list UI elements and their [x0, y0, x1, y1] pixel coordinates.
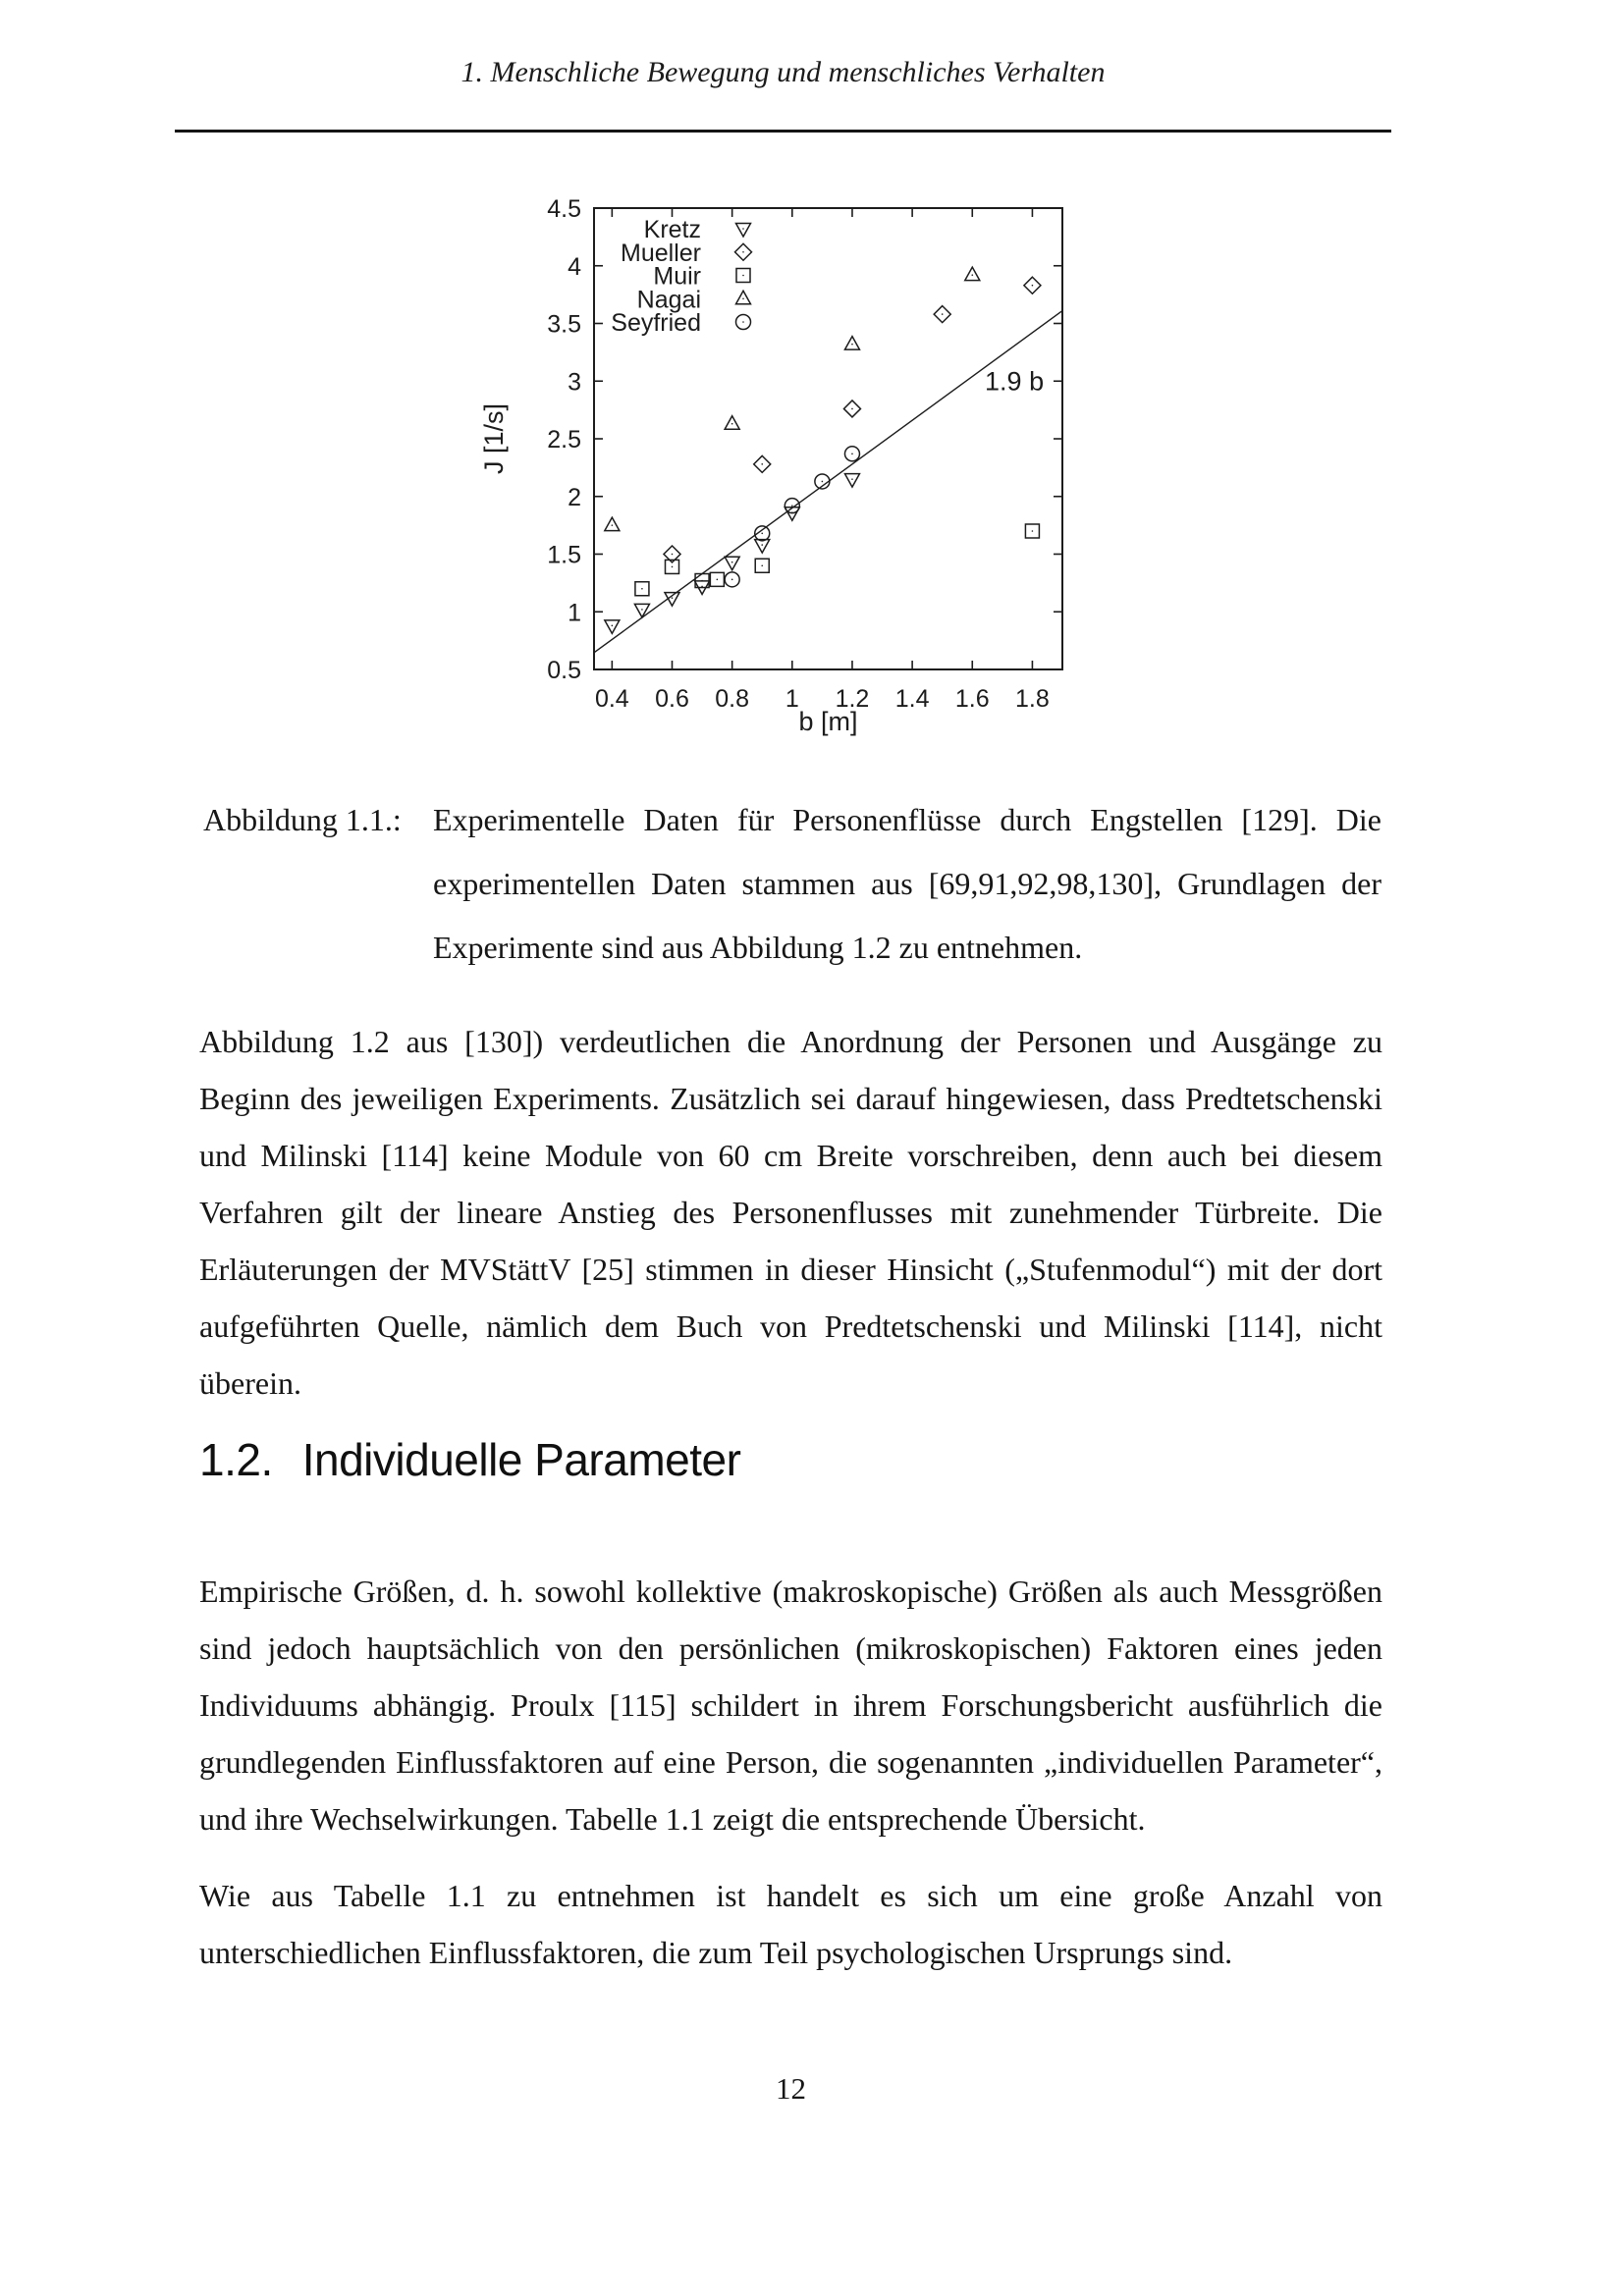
y-tick-label: 3.5 [547, 310, 581, 339]
data-point-seyfried [785, 499, 799, 513]
legend-marker-muir [736, 269, 750, 283]
x-tick-label: 0.8 [715, 685, 750, 713]
paragraph-3: Wie aus Tabelle 1.1 zu entnehmen ist handelt es sich um eine große Anzahl von unterschiedlichen Einflussfaktoren, die zum Teil psychologischen Ursprungs sind. [199, 1878, 1382, 1970]
data-point-kretz [755, 540, 770, 554]
y-tick-label: 0.5 [547, 657, 581, 684]
data-point-mueller [934, 306, 950, 323]
x-tick-label: 0.4 [594, 685, 629, 713]
page-number: 12 [776, 2071, 806, 2106]
legend-label-nagai: Nagai [636, 286, 701, 314]
y-tick-label: 2.5 [547, 426, 581, 454]
paragraph-1: Abbildung 1.2 aus [130]) verdeutlichen die Anordnung der Personen und Ausgänge zu Beginn des jeweiligen Experiments. Zusätzlich sei darauf hingewiesen, dass Predtetschenski und Milinski [114] keine Module von 60 cm Breite vorschreiben, denn auch bei diesem Verfahren gilt der lineare Anstieg des Personenflusses mit zunehmender Türbreite. Die Erläuterungen der MVStättV [25] stimmen in dieser Hinsicht („Stufenmodul“) mit der dort aufgeführten Quelle, nämlich dem Buch von Predtetschenski und Milinski [114], nicht überein. [199, 1024, 1382, 1401]
x-tick-label: 1.4 [894, 685, 930, 713]
figure-caption-label: Abbildung 1.1.: [203, 802, 402, 837]
data-point-muir [635, 582, 649, 596]
section-title: Individuelle Parameter [301, 1434, 741, 1485]
data-point-muir [755, 559, 769, 572]
x-tick-label: 1.6 [954, 685, 990, 713]
data-point-muir [1025, 524, 1039, 538]
legend-label-kretz: Kretz [643, 216, 701, 243]
data-point-kretz [785, 507, 799, 521]
legend-marker-nagai [736, 291, 751, 304]
legend-label-mueller: Mueller [621, 239, 701, 267]
section-heading [199, 1433, 1382, 1486]
data-point-mueller [843, 400, 860, 417]
y-tick-label: 2 [568, 483, 581, 511]
y-tick-label: 4 [568, 252, 581, 281]
data-point-nagai [965, 267, 980, 281]
fit-line [594, 311, 1062, 653]
data-point-nagai [725, 416, 739, 430]
x-tick-label: 1.2 [835, 685, 870, 713]
figure-caption [203, 788, 1381, 980]
figure-caption-text: Experimentelle Daten für Personenflüsse durch Engstellen [129]. Die experimentellen Daten stammen aus [69,91,92,98,130], Grundlagen der Experimente sind aus Abbildung 1.2 zu entnehmen. [433, 802, 1381, 965]
data-point-seyfried [725, 572, 739, 587]
data-point-kretz [725, 557, 739, 570]
legend-label-seyfried: Seyfried [611, 309, 701, 337]
data-point-mueller [1024, 277, 1041, 294]
section-number: 1.2. [199, 1434, 273, 1485]
y-tick-label: 3 [568, 368, 581, 397]
data-point-nagai [605, 517, 620, 531]
x-tick-label: 0.6 [655, 685, 689, 713]
y-tick-label: 1.5 [547, 541, 581, 569]
legend-label-muir: Muir [653, 262, 701, 291]
y-axis-label: J [1/s] [479, 402, 509, 475]
fit-line-label: 1.9 b [985, 366, 1045, 397]
data-point-kretz [605, 620, 620, 634]
paragraph-2: Empirische Größen, d. h. sowohl kollektive (makroskopische) Größen als auch Messgrößen sind jedoch hauptsächlich von den persönlichen (mikroskopischen) Faktoren eines jeden Individuums abhängig. Proulx [115] schildert in ihrem Forschungsbericht ausführlich die grundlegenden Einflussfaktoren auf eine Person, die sogenannten „individuellen Parameter“, und ihre Wechselwirkungen. Tabelle 1.1 zeigt die entsprechende Übersicht. [199, 1574, 1382, 1837]
y-tick-label: 4.5 [547, 195, 581, 223]
scatter-plot [422, 167, 1110, 756]
data-point-seyfried [844, 447, 859, 461]
figure-chart [422, 167, 1110, 756]
legend-marker-mueller [735, 243, 752, 260]
x-axis-label: b [m] [798, 707, 858, 736]
legend-marker-kretz [736, 224, 751, 238]
data-point-mueller [754, 455, 771, 472]
data-point-muir [710, 572, 724, 586]
y-tick-label: 1 [568, 599, 581, 627]
data-point-nagai [844, 337, 859, 350]
legend-marker-seyfried [736, 315, 751, 330]
data-point-kretz [634, 604, 649, 617]
running-header: 1. Menschliche Bewegung und menschliches Verhalten [460, 56, 1106, 88]
x-tick-label: 1.8 [1015, 685, 1050, 713]
x-tick-label: 1 [785, 685, 799, 713]
data-point-kretz [844, 474, 859, 488]
header-rule [175, 130, 1391, 133]
